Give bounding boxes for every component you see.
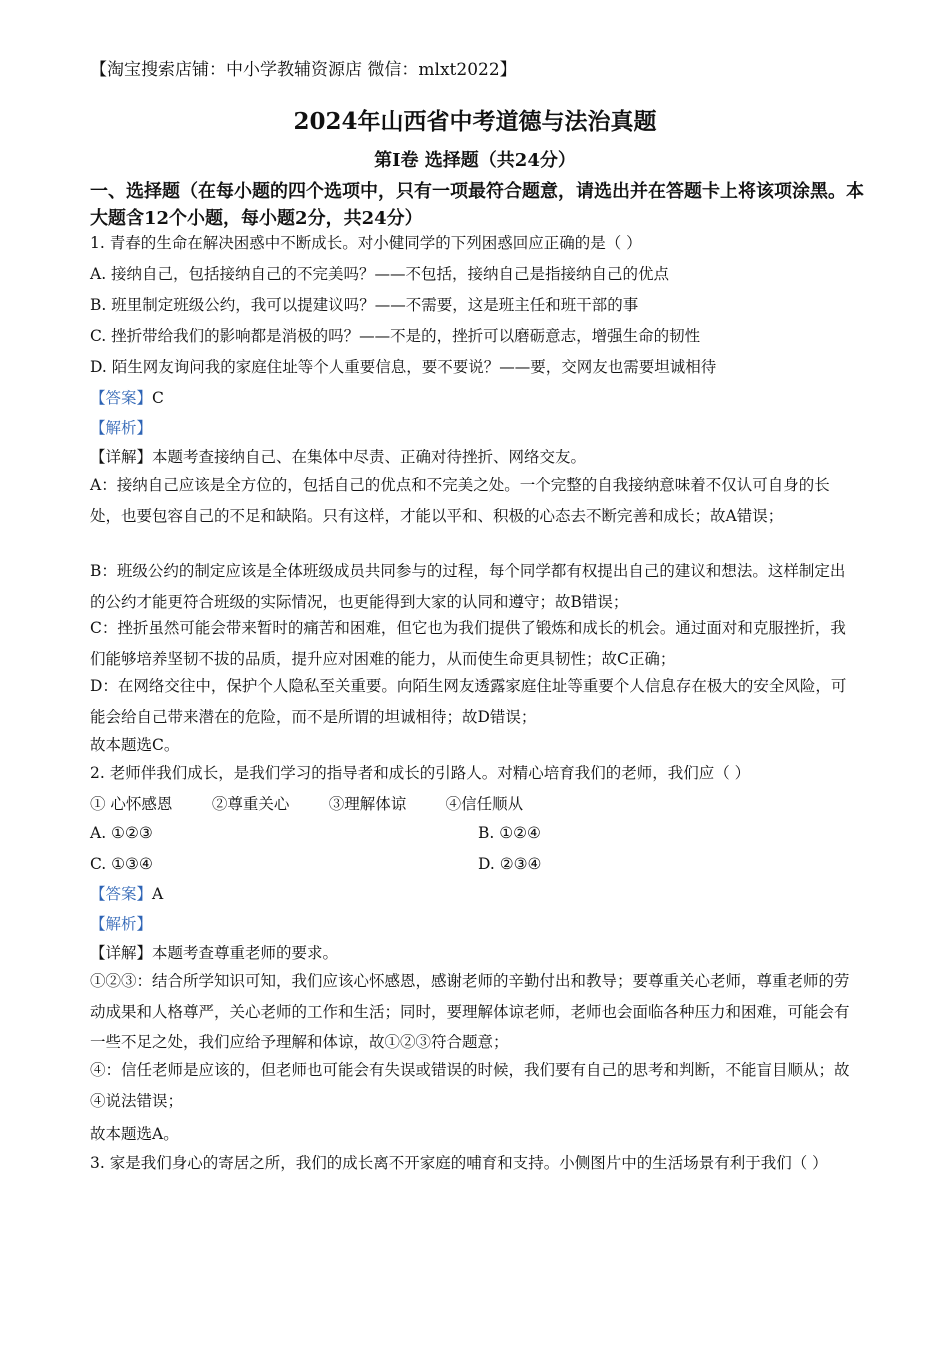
question-2-items: ① 心怀感恩 ②尊重关心 ③理解体谅 ④信任顺从 [90, 795, 524, 813]
answer-label: 【答案】 [90, 885, 153, 903]
question-1-option-a: A. 接纳自己，包括接纳自己的不完美吗？——不包括，接纳自己是指接纳自己的优点 [90, 265, 670, 283]
detail-label: 【详解】 [90, 448, 153, 466]
question-1-detail [90, 447, 586, 467]
question-2-explanation-1: ①②③：结合所学知识可知，我们应该心怀感恩，感谢老师的辛勤付出和教导；要尊重关心老师，尊重老师的劳动成果和人格尊严，关心老师的工作和生活；同时，要理解体谅老师，老师也会面临各种压力和困难，可能会有一些不足之处，我们应给予理解和体谅，故①②③符合题意； [90, 972, 850, 1051]
detail-text: 本题考查接纳自己、在集体中尽责、正确对待挫折、网络交友。 [152, 448, 587, 466]
question-1-explanation-d: D：在网络交往中，保护个人隐私至关重要。向陌生网友透露家庭住址等重要个人信息存在极大的安全风险，可能会给自己带来潜在的危险，而不是所谓的坦诚相待；故D错误； [90, 677, 847, 726]
question-1-explanation-c: C：挫折虽然可能会带来暂时的痛苦和困难，但它也为我们提供了锻炼和成长的机会。通过面对和克服挫折，我们能够培养坚韧不拔的品质，提升应对困难的能力，从而使生命更具韧性；故C正确； [90, 619, 846, 668]
question-2-option-b: B. ①②④ [478, 824, 541, 842]
question-1-conclusion: 故本题选C。 [90, 736, 180, 754]
detail-text: 本题考查尊重老师的要求。 [152, 944, 339, 962]
question-2-explanation-2: ④：信任老师是应该的，但老师也可能会有失误或错误的时候，我们要有自己的思考和判断，不能盲目顺从；故④说法错误； [90, 1061, 850, 1110]
part-title: 第Ⅰ卷 选择题（共24分） [374, 150, 576, 171]
detail-label: 【详解】 [90, 944, 153, 962]
question-2-analysis-label: 【解析】 [90, 915, 153, 933]
question-2-option-c: C. ①③④ [90, 855, 153, 873]
section-heading: 一、选择题（在每小题的四个选项中，只有一项最符合题意，请选出并在答题卡上将该项涂黑。本大题含12个小题，每小题2分，共24分） [90, 181, 864, 229]
question-2-option-a: A. ①②③ [90, 824, 153, 842]
answer-value: C [152, 389, 164, 407]
question-1-answer [90, 388, 164, 408]
question-1-analysis-label: 【解析】 [90, 419, 153, 437]
page-title: 2024年山西省中考道德与法治真题 [293, 108, 657, 135]
question-1-stem: 1. 青春的生命在解决困惑中不断成长。对小健同学的下列困惑回应正确的是（ ） [90, 234, 642, 252]
question-1-option-b: B. 班里制定班级公约，我可以提建议吗？——不需要，这是班主任和班干部的事 [90, 296, 639, 314]
question-2-conclusion: 故本题选A。 [90, 1125, 179, 1143]
question-1-explanation-a: A：接纳自己应该是全方位的，包括自己的优点和不完美之处。一个完整的自我接纳意味着不仅认可自身的长处，也要包容自己的不足和缺陷。只有这样，才能以平和、积极的心态去不断完善和成长；故A错误； [90, 476, 830, 525]
answer-label: 【答案】 [90, 389, 153, 407]
question-2-detail [90, 943, 338, 963]
question-3-stem: 3. 家是我们身心的寄居之所，我们的成长离不开家庭的哺育和支持。小侧图片中的生活场景有利于我们（ ） [90, 1154, 828, 1172]
question-1-explanation-b: B：班级公约的制定应该是全体班级成员共同参与的过程，每个同学都有权提出自己的建议和想法。这样制定出的公约才能更符合班级的实际情况，也更能得到大家的认同和遵守；故B错误； [90, 562, 846, 611]
question-1-option-d: D. 陌生网友询问我的家庭住址等个人重要信息，要不要说？——要，交网友也需要坦诚相待 [90, 358, 717, 376]
question-2-option-d: D. ②③④ [478, 855, 542, 873]
question-2-stem: 2. 老师伴我们成长，是我们学习的指导者和成长的引路人。对精心培育我们的老师，我们应（ ） [90, 764, 751, 782]
store-banner: 【淘宝搜索店铺：中小学教辅资源店 微信：mlxt2022】 [90, 60, 517, 80]
answer-value: A [152, 885, 164, 903]
question-1-option-c: C. 挫折带给我们的影响都是消极的吗？——不是的，挫折可以磨砺意志，增强生命的韧性 [90, 327, 701, 345]
question-2-answer [90, 884, 163, 904]
